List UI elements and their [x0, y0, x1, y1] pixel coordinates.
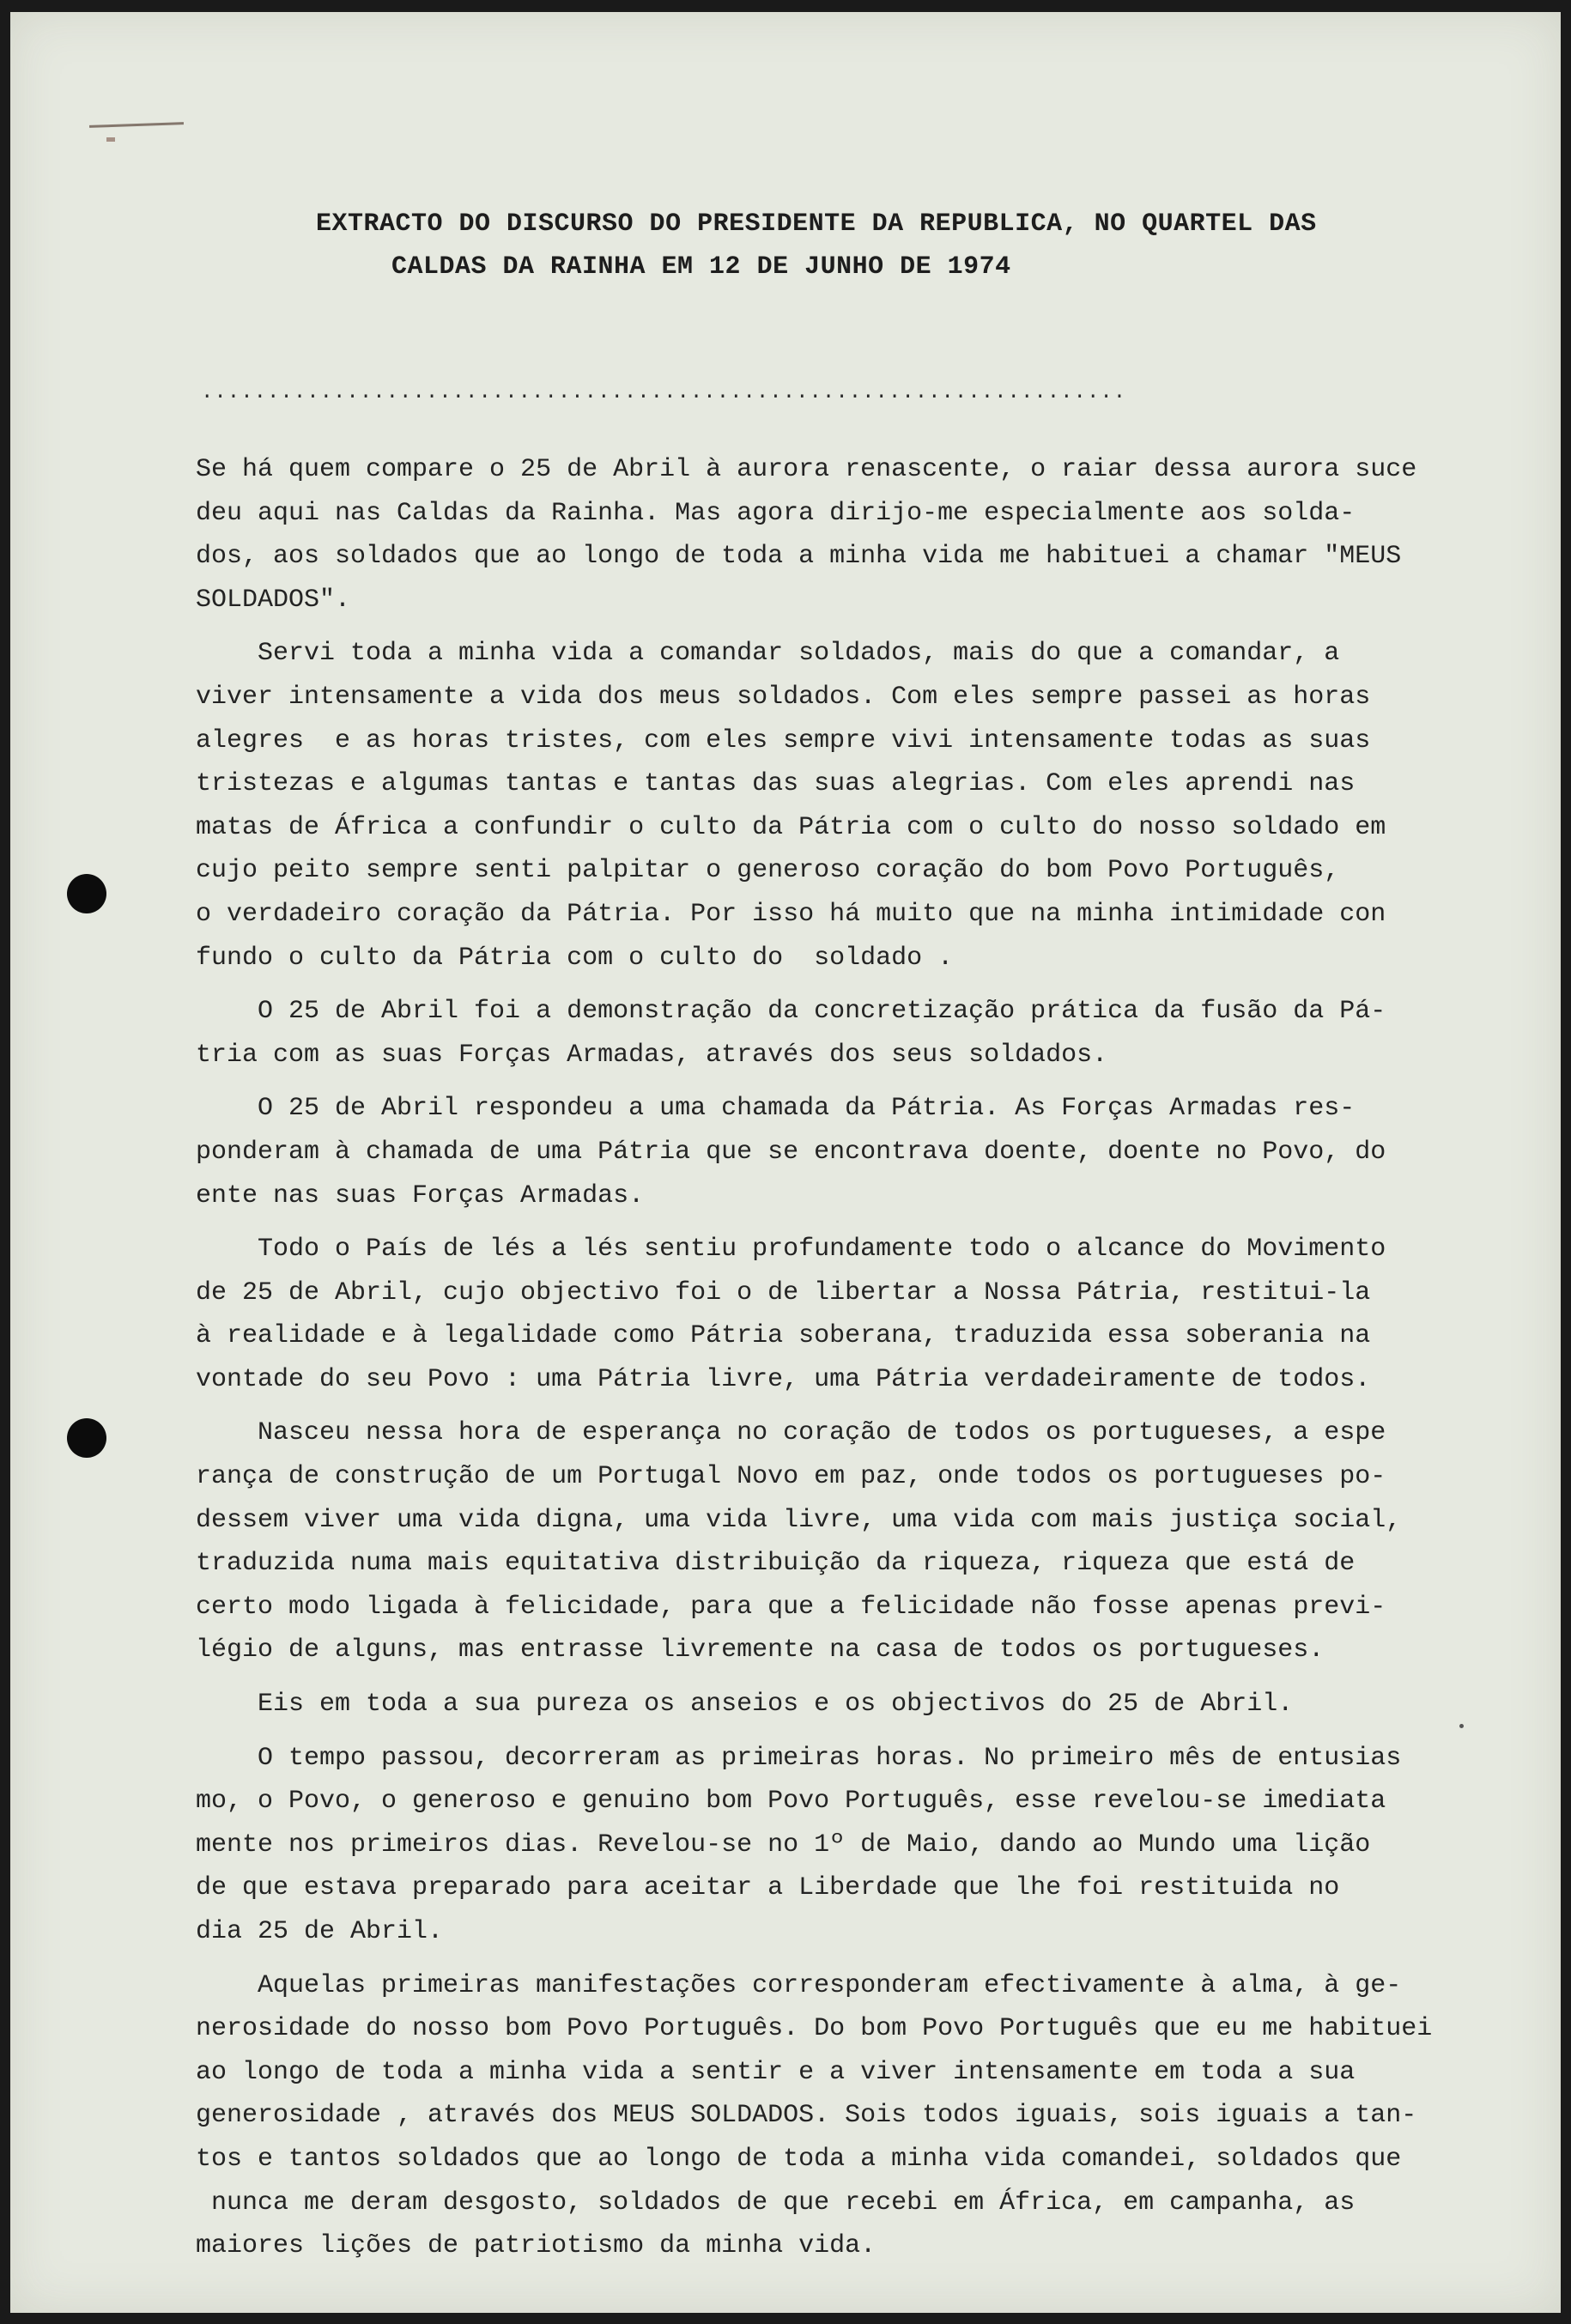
text-line: dia 25 de Abril. [196, 1917, 444, 1946]
text-line: mente nos primeiros dias. Revelou-se no 1º de Maio, dando ao Mundo uma lição [196, 1829, 1371, 1860]
text-line: Se há quem compare o 25 de Abril à aurora renascente, o raiar dessa aurora suce [196, 455, 1417, 484]
punch-hole-upper [67, 874, 106, 913]
text-line: traduzida numa mais equitativa distribuição da riqueza, riqueza que está de [196, 1549, 1356, 1579]
text-line: vontade do seu Povo : uma Pátria livre, uma Pátria verdadeiramente de todos. [196, 1364, 1371, 1394]
text-line: viver intensamente a vida dos meus soldados. Com eles sempre passei as horas [196, 682, 1371, 712]
text-line: SOLDADOS". [196, 585, 351, 615]
paragraph-gap [196, 1401, 1415, 1411]
ink-dot [106, 137, 115, 142]
text-line: de que estava preparado para aceitar a Liberdade que lhe foi restituida no [196, 1873, 1340, 1903]
text-line: deu aqui nas Caldas da Rainha. Mas agora dirijo-me especialmente aos solda- [196, 498, 1356, 528]
text-line: Servi toda a minha vida a comandar soldados, mais do que a comandar, a [196, 639, 1340, 669]
text-line: nunca me deram desgosto, soldados de que recebi em África, em campanha, as [196, 2187, 1356, 2218]
text-line: certo modo ligada à felicidade, para que a felicidade não fosse apenas previ- [196, 1592, 1386, 1622]
stray-mark [1459, 1724, 1464, 1728]
text-line: matas de África a confundir o culto da Pátria com o culto do nosso soldado em [196, 812, 1386, 842]
document-body [196, 448, 1433, 2268]
paragraph-gap [196, 1077, 1415, 1087]
text-line: ao longo de toda a minha vida a sentir e a viver intensamente em toda a sua [196, 2057, 1356, 2087]
text-line: nerosidade do nosso bom Povo Português. Do bom Povo Português que eu me habituei [196, 2014, 1433, 2044]
text-line: Eis em toda a sua pureza os anseios e os objectivos do 25 de Abril. [196, 1690, 1294, 1720]
text-line: alegres e as horas tristes, com eles sempre vivi intensamente todas as suas [196, 725, 1371, 755]
text-line: ponderam à chamada de uma Pátria que se encontrava doente, doente no Povo, do [196, 1137, 1386, 1167]
text-line: dos, aos soldados que ao longo de toda a minha vida me habituei a chamar "MEUS [196, 542, 1402, 572]
text-line: ente nas suas Forças Armadas. [196, 1180, 645, 1211]
text-line: Todo o País de lés a lés sentiu profundamente todo o alcance do Movimento [196, 1235, 1386, 1265]
text-line: O 25 de Abril respondeu a uma chamada da Pátria. As Forças Armadas res- [196, 1094, 1356, 1124]
ink-mark [89, 122, 184, 128]
text-line: de 25 de Abril, cujo objectivo foi o de libertar a Nossa Pátria, restitui-la [196, 1277, 1371, 1308]
text-line: tristezas e algumas tantas e tantas das suas alegrias. Com eles aprendi nas [196, 769, 1356, 799]
paragraph-gap [196, 1217, 1415, 1228]
title-line-1: EXTRACTO DO DISCURSO DO PRESIDENTE DA REPUBLICA, NO QUARTEL DAS [316, 209, 1317, 239]
text-line: mo, o Povo, o generoso e genuino bom Povo Português, esse revelou-se imediata [196, 1787, 1386, 1817]
paragraph-gap [196, 1954, 1415, 1964]
text-line: dessem viver uma vida digna, uma vida livre, uma vida com mais justiça social, [196, 1505, 1402, 1535]
text-line: à realidade e à legalidade como Pátria soberana, traduzida essa soberania na [196, 1321, 1371, 1351]
text-line: tos e tantos soldados que ao longo de toda a minha vida comandei, soldados que [196, 2144, 1402, 2174]
text-line: légio de alguns, mas entrasse livremente na casa de todos os portugueses. [196, 1635, 1325, 1666]
text-line: fundo o culto da Pátria com o culto do soldado . [196, 943, 954, 973]
title-line-2: CALDAS DA RAINHA EM 12 DE JUNHO DE 1974 [391, 252, 1011, 282]
text-line: maiores lições de patriotismo da minha vida. [196, 2231, 876, 2261]
separator-line: ...................................................................... [201, 381, 1127, 404]
paragraph-gap [196, 1672, 1415, 1683]
paragraph-gap [196, 622, 1415, 632]
text-line: o verdadeiro coração da Pátria. Por isso há muito que na minha intimidade con [196, 899, 1386, 929]
text-line: cujo peito sempre senti palpitar o generoso coração do bom Povo Português, [196, 856, 1340, 886]
text-line: O tempo passou, decorreram as primeiras horas. No primeiro mês de entusias [196, 1743, 1402, 1773]
paragraph-gap [196, 1726, 1415, 1737]
text-line: Nasceu nessa hora de esperança no coração de todos os portugueses, a espe [196, 1418, 1386, 1448]
text-line: generosidade , através dos MEUS SOLDADOS. Sois todos iguais, sois iguais a tan- [196, 2101, 1417, 2131]
paragraph-gap [196, 980, 1415, 990]
document-page [10, 12, 1561, 2313]
text-line: Aquelas primeiras manifestações corresponderam efectivamente à alma, à ge- [196, 1970, 1402, 2000]
text-line: rança de construção de um Portugal Novo em paz, onde todos os portugueses po- [196, 1462, 1386, 1492]
text-line: O 25 de Abril foi a demonstração da concretização prática da fusão da Pá- [196, 997, 1386, 1027]
document-title [268, 203, 1384, 288]
punch-hole-lower [67, 1418, 106, 1458]
text-line: tria com as suas Forças Armadas, através dos seus soldados. [196, 1040, 1108, 1070]
